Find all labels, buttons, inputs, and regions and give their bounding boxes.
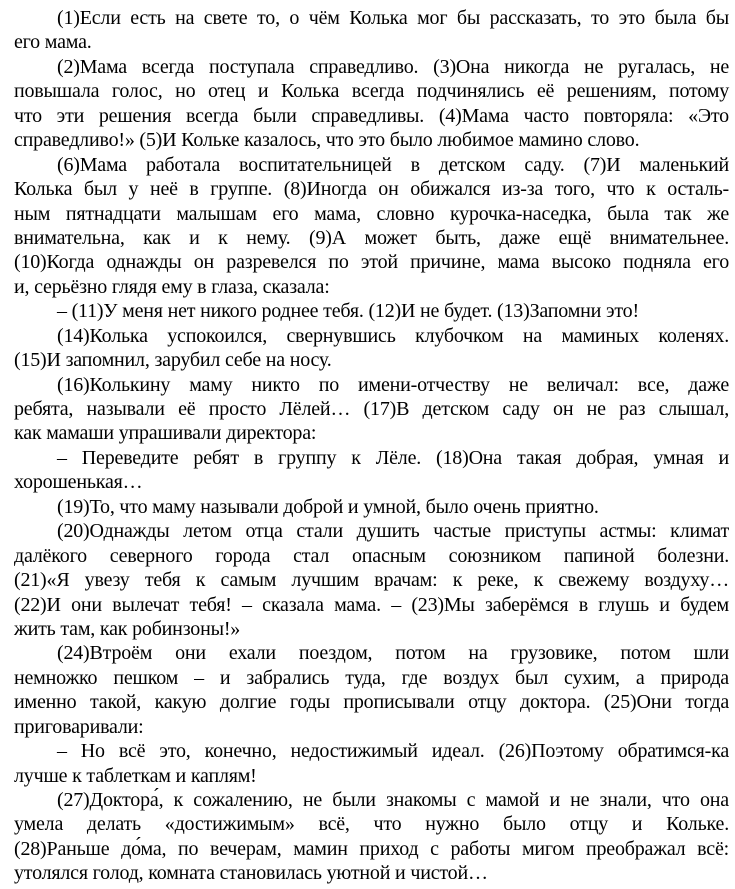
text-line: умела делать «достижимым» всё, что нужно было отцу и Кольке. (14, 813, 729, 836)
paragraph (14, 495, 729, 519)
text-line: хорошенькая… (14, 471, 143, 494)
paragraph (14, 739, 729, 788)
text-line: ным пятнадцати малышам его мама, словно курочка-наседка, была так же (14, 202, 729, 225)
text-line: лучше к таблеткам и каплям! (14, 764, 257, 787)
text-line: Колька был у неё в группе. (8)Иногда он обижался из-за того, что к осталь- (14, 178, 729, 201)
text-line: (28)Раньше до́ма, по вечерам, мамин приход с работы мигом преображал всё: (14, 837, 729, 860)
paragraph (14, 373, 729, 446)
text-line: его мама. (14, 31, 92, 54)
text-line: утолялся голод, комната становилась уютной и чистой… (14, 862, 488, 885)
text-line: (20)Однажды летом отца стали душить частые приступы астмы: климат (57, 520, 729, 543)
text-line: (21)«Я увезу тебя к самым лучшим врачам: к реке, к свежему воздуху… (14, 569, 729, 592)
text-line: (14)Колька успокоился, свернувшись клубочком на маминых коленях. (57, 324, 729, 347)
text-line: приговаривали: (14, 715, 144, 738)
text-line: ребята, называли её просто Лёлей… (17)В детском саду он не раз слышал, (14, 398, 729, 420)
paragraph (14, 788, 729, 886)
text-line: – Переведите ребят в группу к Лёле. (18)Она такая добрая, умная и (57, 446, 729, 469)
text-line: (24)Втроём они ехали поездом, потом на грузовике, потом шли (57, 642, 729, 665)
text-line: (10)Когда однажды он разревелся по этой причине, мама высоко подняла его (14, 251, 729, 274)
text-line: – Но всё это, конечно, недостижимый идеал. (26)Поэтому обратимся-ка (57, 740, 729, 763)
text-line: (16)Колькину маму никто по имени-отчеству не величал: все, даже (57, 373, 729, 396)
paragraph (14, 55, 729, 153)
text-line: что эти решения всегда были справедливы. (4)Мама часто повторяла: «Это (14, 104, 729, 127)
paragraph (14, 446, 729, 495)
text-line: (22)И они вылечат тебя! – сказала мама. – (23)Мы заберёмся в глушь и будем (14, 593, 729, 616)
text-line: (15)И запомнил, зарубил себе на носу. (14, 349, 332, 372)
paragraph (14, 324, 729, 373)
text-line: именно такой, какую долгие годы прописывали отцу доктора. (25)Они тогда (14, 691, 729, 714)
text-line: (6)Мама работала воспитательницей в детском саду. (7)И маленький (57, 153, 729, 176)
text-line: как мамаши упрашивали директора: (14, 422, 317, 445)
text-line: далёкого северного города стал опасным союзником папиной болезни. (14, 544, 729, 567)
paragraph (14, 299, 729, 323)
paragraph (14, 641, 729, 739)
text-line: немножко пешком – и забрались туда, где воздух был сухим, а природа (14, 666, 729, 689)
text-line: справедливо!» (5)И Кольке казалось, что это было любимое мамино слово. (14, 129, 640, 152)
paragraph (14, 519, 729, 641)
text-line: (1)Если есть на свете то, о чём Колька мог бы рассказать, то это была бы (57, 7, 729, 29)
text-line: (19)То, что маму называли доброй и умной, было очень приятно. (57, 495, 599, 518)
text-line: внимательна, как и к нему. (9)А может быть, даже ещё внимательнее. (14, 226, 729, 249)
paragraph (14, 6, 729, 55)
text-line: повышала голос, но отец и Колька всегда подчинялись её решениям, потому (14, 80, 729, 103)
paragraph (14, 153, 729, 300)
text-line: – (11)У меня нет никого роднее тебя. (12)И не будет. (13)Запомни это! (57, 300, 639, 323)
text-line: жить там, как робинзоны!» (14, 617, 241, 640)
text-line: (27)Доктора́, к сожалению, не были знакомы с мамой и не знали, что она (57, 789, 729, 811)
text-line: (2)Мама всегда поступала справедливо. (3)Она никогда не ругалась, не (57, 55, 729, 78)
text-line: и, серьёзно глядя ему в глаза, сказала: (14, 275, 330, 298)
